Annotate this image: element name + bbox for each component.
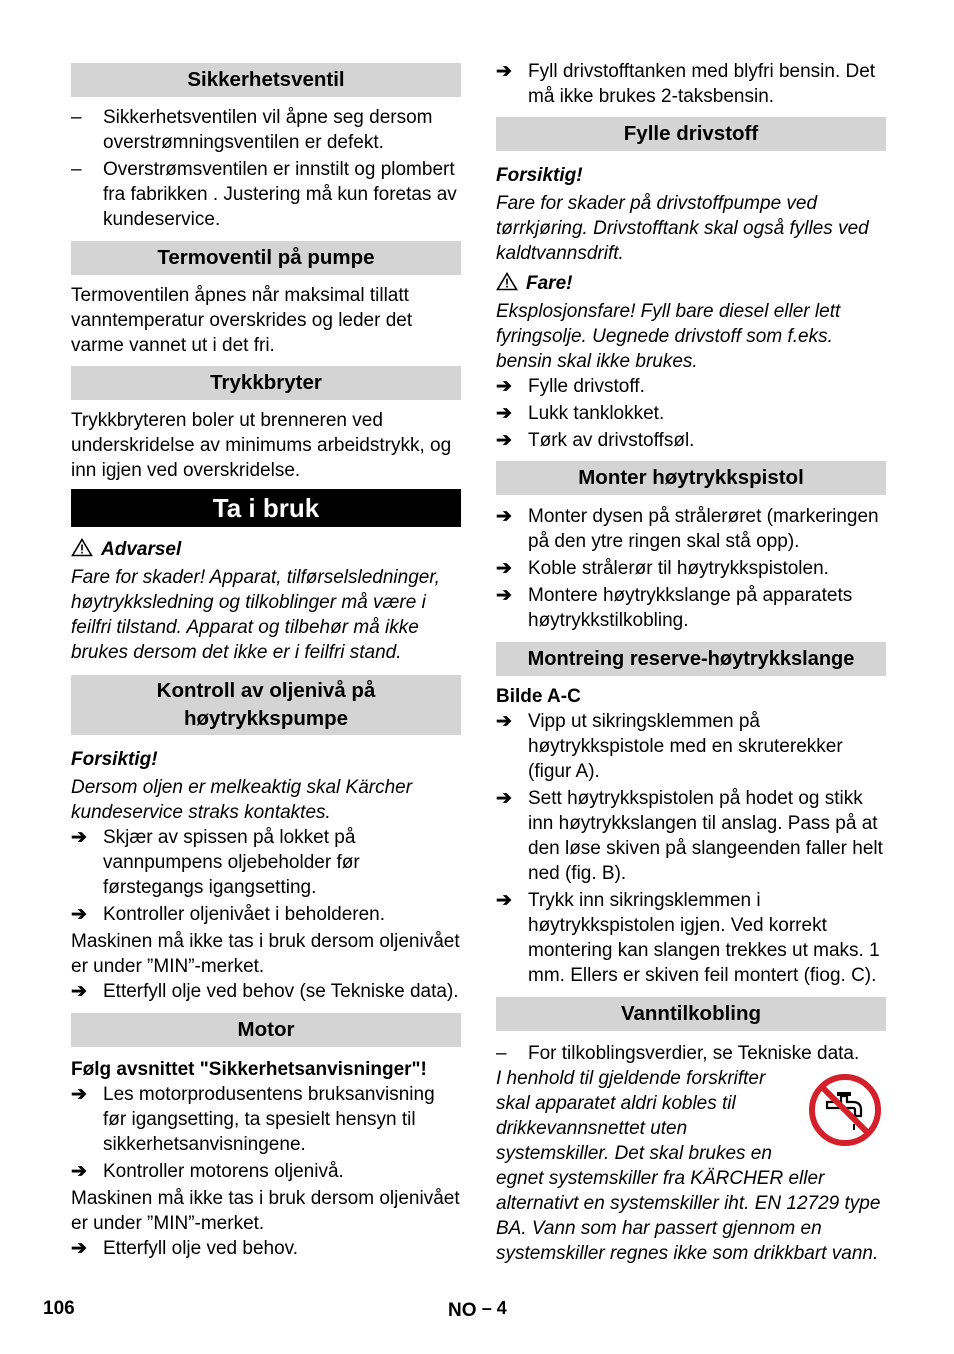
caution-heading: Forsiktig! [71,749,158,770]
paragraph: Trykkbryteren boler ut brenneren ved underskridelse av minimums arbeidstrykk, og inn igjen ved overskridelse. [71,410,452,481]
list-item: – For tilkoblingsverdier, se Tekniske data. [496,1043,860,1064]
list-item: ➔ Les motorprodusentens bruksanvisning før igangsetting, ta spesielt hensyn til sikkerhetsanvisningene. [71,1084,435,1155]
paragraph: Maskinen må ikke tas i bruk dersom oljenivået er under ”MIN”-merket. [71,931,460,977]
arrow-right-icon: ➔ [71,981,87,1002]
warning-triangle-icon [496,272,518,291]
section-header-monter: Monter høytrykkspistol [496,461,886,495]
arrow-right-icon: ➔ [71,1161,87,1182]
arrow-right-icon: ➔ [71,904,87,925]
list-item: ➔ Etterfyll olje ved behov (se Tekniske data). [71,981,459,1002]
arrow-right-icon: ➔ [496,788,512,809]
section-header-termoventil: Termoventil på pumpe [71,241,461,275]
list-item: ➔ Kontroller oljenivået i beholderen. [71,904,386,925]
list-item: ➔ Lukk tanklokket. [496,403,665,424]
caution-text: Fare for skader på drivstoffpumpe ved tørrkjøring. Drivstofftank skal også fylles ved kaldtvannsdrift. [496,193,869,264]
danger-heading: Fare! [496,271,886,296]
section-header-fylle-drivstoff: Fylle drivstoff [496,117,886,151]
arrow-right-icon: ➔ [496,376,512,397]
paragraph: Termoventilen åpnes når maksimal tillatt vanntemperatur overskrides og leder det varme vannet ut i det fri. [71,285,413,356]
warning-heading: Advarsel [71,537,461,562]
chapter-title: Ta i bruk [71,489,461,527]
arrow-right-icon: ➔ [496,890,512,911]
list-item: ➔ Monter dysen på strålerøret (markeringen på den ytre ringen skal stå opp). [496,506,879,552]
right-column [496,63,886,1266]
paragraph: Maskinen må ikke tas i bruk dersom oljenivået er under ”MIN”-merket. [71,1188,460,1234]
arrow-right-icon: ➔ [496,430,512,451]
list-item: ➔ Trykk inn sikringsklemmen i høytrykkspistolen igjen. Ved korrekt montering kan slangen trekkes ut maks. 1 mm. Ellers er skiven feil montert (fiog. C). [496,890,880,986]
list-item: ➔ Sett høytrykkspistolen på hodet og stikk inn høytrykkslangen til anslag. Pass på at den løse skiven på slangeenden faller helt ned (fig. B). [496,788,883,884]
arrow-right-icon: ➔ [496,711,512,732]
section-header-line: Kontroll av oljenivå på [156,679,376,702]
arrow-right-icon: ➔ [496,585,512,606]
arrow-right-icon: ➔ [71,1084,87,1105]
list-item: – Sikkerhetsventilen vil åpne seg dersom overstrømningsventilen er defekt. [71,107,433,153]
page-number: 106 [43,1298,75,1319]
list-item: ➔ Vipp ut sikringsklemmen på høytrykkspistole med en skruterekker (figur A). [496,711,843,782]
arrow-right-icon: ➔ [71,827,87,848]
list-item: ➔ Kontroller motorens oljenivå. [71,1161,344,1182]
arrow-right-icon: ➔ [71,1238,87,1259]
arrow-right-icon: ➔ [496,403,512,424]
danger-text: Eksplosjonsfare! Fyll bare diesel eller lett fyringsolje. Uegnede drivstoff som f.eks. bensin skal ikke brukes. [496,301,841,372]
section-header-motor: Motor [71,1013,461,1047]
left-column [71,63,461,1261]
list-item: ➔ Montere høytrykkslange på apparatets høytrykkstilkobling. [496,585,853,631]
caution-text: Dersom oljen er melkeaktig skal Kärcher kundeservice straks kontaktes. [71,777,413,823]
caution-heading: Forsiktig! [496,165,583,186]
section-header-sikkerhetsventil: Sikkerhetsventil [71,63,461,97]
section-header-trykkbryter: Trykkbryter [71,366,461,400]
list-item: – Overstrømsventilen er innstilt og plombert fra fabrikken . Justering må kun foretas av kundeservice. [71,159,457,230]
section-header-line: høytrykkspumpe [183,707,349,730]
water-connection-block [496,1066,886,1266]
instruction: Følg avsnittet "Sikkerhetsanvisninger"! [71,1059,427,1080]
section-header-kontroll [71,675,461,735]
list-item: ➔ Skjær av spissen på lokket på vannpumpens oljebeholder før førstegangs igangsetting. [71,827,360,898]
list-item: ➔ Fyll drivstofftanken med blyfri bensin. Det må ikke brukes 2-taksbensin. [496,61,876,107]
warning-triangle-icon [71,538,93,557]
list-item: ➔ Tørk av drivstoffsøl. [496,430,695,451]
list-item: ➔ Fylle drivstoff. [496,376,645,397]
section-header-vanntilkobling: Vanntilkobling [496,997,886,1031]
warning-text: Fare for skader! Apparat, tilførselsledninger, høytrykksledning og tilkoblinger må være i feilfri tilstand. Apparat og tilbehør må ikke brukes dersom det ikke er i feilfri stand. [71,567,440,663]
paragraph: I henhold til gjeldende forskrifter skal apparatet aldri kobles til drikkevannsnettet uten systemskiller. Det skal brukes en egnet systemskiller fra KÄRCHER eller alternativt en systemskiller iht. EN 12729 type BA. Vann som har passert gjennom en systemskiller regnes ikke som drikkbart vann. [496,1068,881,1264]
arrow-right-icon: ➔ [496,558,512,579]
section-header-montreing: Montreing reserve-høytrykkslange [496,642,886,676]
list-item: ➔ Etterfyll olje ved behov. [71,1238,299,1259]
arrow-right-icon: ➔ [496,506,512,527]
figure-reference: Bilde A-C [496,686,581,707]
footer-language: NO – 4 [448,1298,507,1321]
list-item: ➔ Koble strålerør til høytrykkspistolen. [496,558,829,579]
no-drinking-water-icon [807,1072,883,1148]
arrow-right-icon: ➔ [496,61,512,82]
